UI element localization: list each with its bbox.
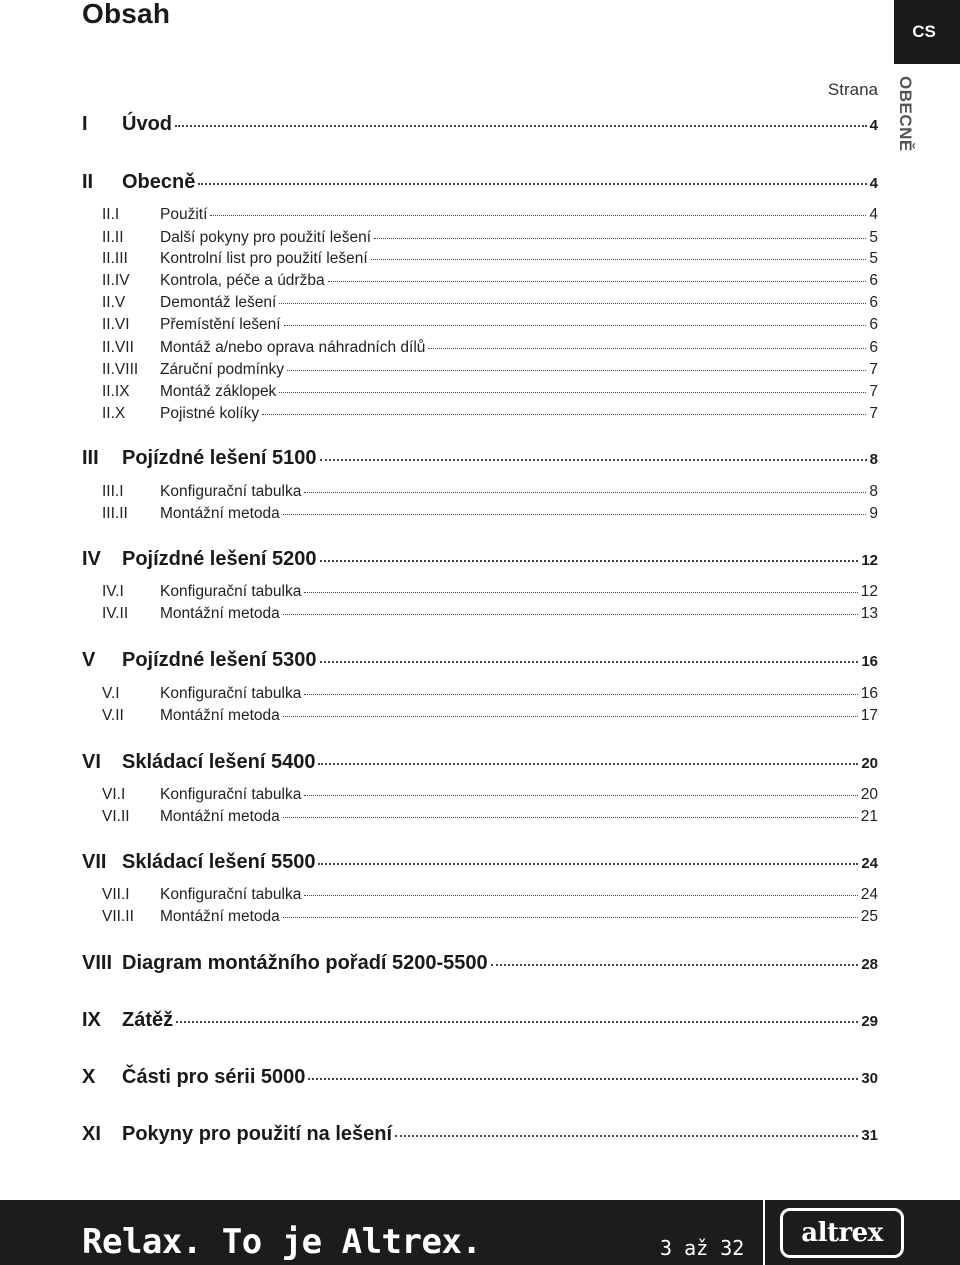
toc-entry-label: Pojistné kolíky	[160, 405, 260, 422]
toc-entry-number: II.II	[102, 229, 124, 246]
toc-entry-label: Montážní metoda	[160, 505, 280, 522]
toc-entry-label: Diagram montážního pořadí 5200-5500	[122, 952, 488, 974]
toc-dot-leader	[175, 125, 867, 127]
toc-section-row[interactable]	[82, 316, 878, 338]
toc-dot-leader	[308, 1078, 858, 1080]
toc-entry-label: Montážní metoda	[160, 605, 280, 622]
toc-chapter-row[interactable]	[82, 548, 878, 576]
toc-section-row[interactable]	[82, 886, 878, 908]
toc-entry-number: III.I	[102, 483, 124, 500]
toc-dot-leader	[320, 661, 859, 663]
toc-section-row[interactable]	[82, 483, 878, 505]
toc-entry-label: Pojízdné lešení 5200	[122, 548, 317, 570]
toc-page-number: 6	[869, 316, 878, 333]
toc-page-number: 13	[860, 605, 878, 622]
footer-slogan: Relax. To je Altrex.	[82, 1222, 482, 1262]
toc-entry-number: VI.II	[102, 808, 130, 825]
toc-entry-label: Demontáž lešení	[160, 294, 277, 311]
toc-entry-number: II	[82, 171, 94, 193]
toc-entry-label: Další pokyny pro použití lešení	[160, 229, 372, 246]
toc-page-number: 4	[869, 117, 878, 134]
toc-entry-number: V	[82, 649, 96, 671]
page-counter: 3 až 32	[660, 1236, 745, 1260]
toc-entry-label: Konfigurační tabulka	[160, 583, 302, 600]
toc-entry-number: IX	[82, 1009, 101, 1031]
toc-entry-number: XI	[82, 1123, 101, 1145]
toc-entry-label: Konfigurační tabulka	[160, 886, 302, 903]
toc-dot-leader	[491, 964, 859, 966]
toc-entry-number: II.I	[102, 206, 120, 223]
toc-page-number: 7	[869, 361, 878, 378]
page-column-label: Strana	[827, 80, 878, 99]
toc-entry-number: IV	[82, 548, 101, 570]
toc-page-number: 25	[860, 908, 878, 925]
toc-chapter-row[interactable]	[82, 649, 878, 677]
toc-dot-leader	[283, 614, 858, 615]
toc-page-number: 24	[860, 886, 878, 903]
logo-text: altrex	[801, 1218, 883, 1248]
toc-page-number: 5	[869, 229, 878, 246]
toc-section-row[interactable]	[82, 383, 878, 405]
toc-chapter-row[interactable]	[82, 113, 878, 141]
page-title: Obsah	[82, 0, 171, 29]
toc-section-row[interactable]	[82, 505, 878, 527]
toc-page-number: 4	[869, 206, 878, 223]
toc-entry-number: VII.II	[102, 908, 134, 925]
toc-dot-leader	[284, 325, 867, 326]
toc-dot-leader	[318, 763, 858, 765]
toc-section-row[interactable]	[82, 707, 878, 729]
toc-section-row[interactable]	[82, 294, 878, 316]
toc-entry-number: III	[82, 447, 99, 469]
toc-page-number: 7	[869, 383, 878, 400]
toc-dot-leader	[304, 592, 857, 593]
toc-dot-leader	[262, 414, 866, 415]
toc-chapter-row[interactable]	[82, 171, 878, 199]
toc-page-number: 16	[861, 653, 878, 670]
toc-entry-number: II.X	[102, 405, 126, 422]
toc-entry-label: Montážní metoda	[160, 707, 280, 724]
toc-page-number: 17	[860, 707, 878, 724]
language-tab: CS	[894, 0, 960, 64]
toc-dot-leader	[328, 281, 867, 282]
toc-page-number: 20	[860, 786, 878, 803]
toc-dot-leader	[320, 459, 867, 461]
toc-dot-leader	[210, 215, 866, 216]
toc-entry-number: II.IV	[102, 272, 130, 289]
toc-section-row[interactable]	[82, 361, 878, 383]
toc-page-number: 30	[861, 1070, 878, 1087]
toc-dot-leader	[279, 303, 866, 304]
toc-section-row[interactable]	[82, 605, 878, 627]
toc-entry-number: VI	[82, 751, 101, 773]
toc-dot-leader	[318, 863, 858, 865]
toc-dot-leader	[283, 716, 858, 717]
toc-entry-number: II.V	[102, 294, 126, 311]
toc-entry-label: Záruční podmínky	[160, 361, 285, 378]
toc-entry-label: Konfigurační tabulka	[160, 685, 302, 702]
toc-entry-label: Části pro sérii 5000	[122, 1066, 306, 1088]
toc-entry-number: VIII	[82, 952, 113, 974]
toc-page-number: 7	[869, 405, 878, 422]
toc-entry-number: II.VII	[102, 339, 134, 356]
toc-dot-leader	[304, 795, 857, 796]
toc-entry-label: Přemístění lešení	[160, 316, 281, 333]
toc-page-number: 31	[861, 1127, 878, 1144]
toc-entry-number: I	[82, 113, 88, 135]
toc-entry-label: Konfigurační tabulka	[160, 483, 302, 500]
toc-entry-number: II.III	[102, 250, 128, 267]
toc-dot-leader	[283, 514, 867, 515]
toc-page-number: 9	[869, 505, 878, 522]
footer-divider	[763, 1200, 765, 1265]
toc-page-number: 5	[869, 250, 878, 267]
toc-page-number: 8	[869, 483, 878, 500]
toc-entry-label: Pokyny pro použití na lešení	[122, 1123, 393, 1145]
toc-dot-leader	[283, 817, 858, 818]
toc-dot-leader	[304, 895, 857, 896]
section-side-label-text: OBECNĚ	[896, 76, 915, 152]
toc-section-row[interactable]	[82, 808, 878, 830]
toc-section-row[interactable]	[82, 229, 878, 251]
toc-dot-leader	[198, 183, 866, 185]
toc-section-row[interactable]	[82, 206, 878, 228]
toc-dot-leader	[320, 560, 859, 562]
toc-dot-leader	[395, 1135, 858, 1137]
toc-page-number: 12	[861, 552, 878, 569]
toc-page-number: 29	[861, 1013, 878, 1030]
toc-entry-label: Pojízdné lešení 5300	[122, 649, 317, 671]
toc-dot-leader	[304, 694, 857, 695]
toc-page-number: 28	[861, 956, 878, 973]
toc-chapter-row[interactable]	[82, 851, 878, 879]
toc-entry-label: Montážní metoda	[160, 908, 280, 925]
toc-dot-leader	[428, 348, 866, 349]
toc-entry-label: Zátěž	[122, 1009, 174, 1031]
toc-dot-leader	[371, 259, 867, 260]
toc-entry-label: Obecně	[122, 171, 196, 193]
toc-entry-label: Pojízdné lešení 5100	[122, 447, 317, 469]
toc-entry-number: IV.I	[102, 583, 124, 600]
toc-section-row[interactable]	[82, 339, 878, 361]
toc-dot-leader	[279, 392, 866, 393]
toc-section-row[interactable]	[82, 786, 878, 808]
toc-entry-label: Skládací lešení 5500	[122, 851, 316, 873]
toc-entry-number: V.II	[102, 707, 124, 724]
altrex-logo	[780, 1208, 904, 1258]
toc-entry-number: II.IX	[102, 383, 130, 400]
toc-entry-number: VI.I	[102, 786, 126, 803]
toc-entry-label: Kontrolní list pro použití lešení	[160, 250, 368, 267]
toc-page-number: 21	[860, 808, 878, 825]
toc-page-number: 20	[861, 755, 878, 772]
toc-entry-label: Montáž a/nebo oprava náhradních dílů	[160, 339, 426, 356]
toc-page-number: 8	[869, 451, 878, 468]
toc-chapter-row[interactable]	[82, 751, 878, 779]
toc-section-row[interactable]	[82, 272, 878, 294]
toc-section-row[interactable]	[82, 405, 878, 427]
toc-section-row[interactable]	[82, 685, 878, 707]
toc-chapter-row[interactable]	[82, 447, 878, 475]
toc-chapter-row[interactable]	[82, 1123, 878, 1151]
toc-entry-number: X	[82, 1066, 96, 1088]
toc-dot-leader	[287, 370, 866, 371]
toc-section-row[interactable]	[82, 583, 878, 605]
toc-dot-leader	[283, 917, 858, 918]
toc-entry-label: Montáž záklopek	[160, 383, 277, 400]
toc-entry-label: Použití	[160, 206, 208, 223]
toc-page-number: 24	[861, 855, 878, 872]
toc-entry-label: Konfigurační tabulka	[160, 786, 302, 803]
toc-dot-leader	[374, 238, 866, 239]
toc-entry-number: VII.I	[102, 886, 130, 903]
toc-dot-leader	[304, 492, 866, 493]
toc-chapter-row[interactable]	[82, 952, 878, 980]
toc-entry-number: II.VI	[102, 316, 130, 333]
toc-entry-label: Kontrola, péče a údržba	[160, 272, 325, 289]
toc-entry-number: II.VIII	[102, 361, 139, 378]
toc-page-number: 16	[860, 685, 878, 702]
toc-entry-label: Montážní metoda	[160, 808, 280, 825]
toc-entry-number: IV.II	[102, 605, 129, 622]
toc-entry-number: V.I	[102, 685, 120, 702]
toc-page-number: 4	[869, 175, 878, 192]
toc-page-number: 6	[869, 339, 878, 356]
toc-entry-number: III.II	[102, 505, 128, 522]
toc-chapter-row[interactable]	[82, 1009, 878, 1037]
toc-chapter-row[interactable]	[82, 1066, 878, 1094]
toc-page-number: 12	[860, 583, 878, 600]
toc-section-row[interactable]	[82, 908, 878, 930]
toc-page-number: 6	[869, 294, 878, 311]
toc-entry-label: Úvod	[122, 113, 172, 135]
toc-section-row[interactable]	[82, 250, 878, 272]
toc-entry-label: Skládací lešení 5400	[122, 751, 316, 773]
toc-dot-leader	[176, 1021, 858, 1023]
toc-page-number: 6	[869, 272, 878, 289]
toc-entry-number: VII	[82, 851, 107, 873]
